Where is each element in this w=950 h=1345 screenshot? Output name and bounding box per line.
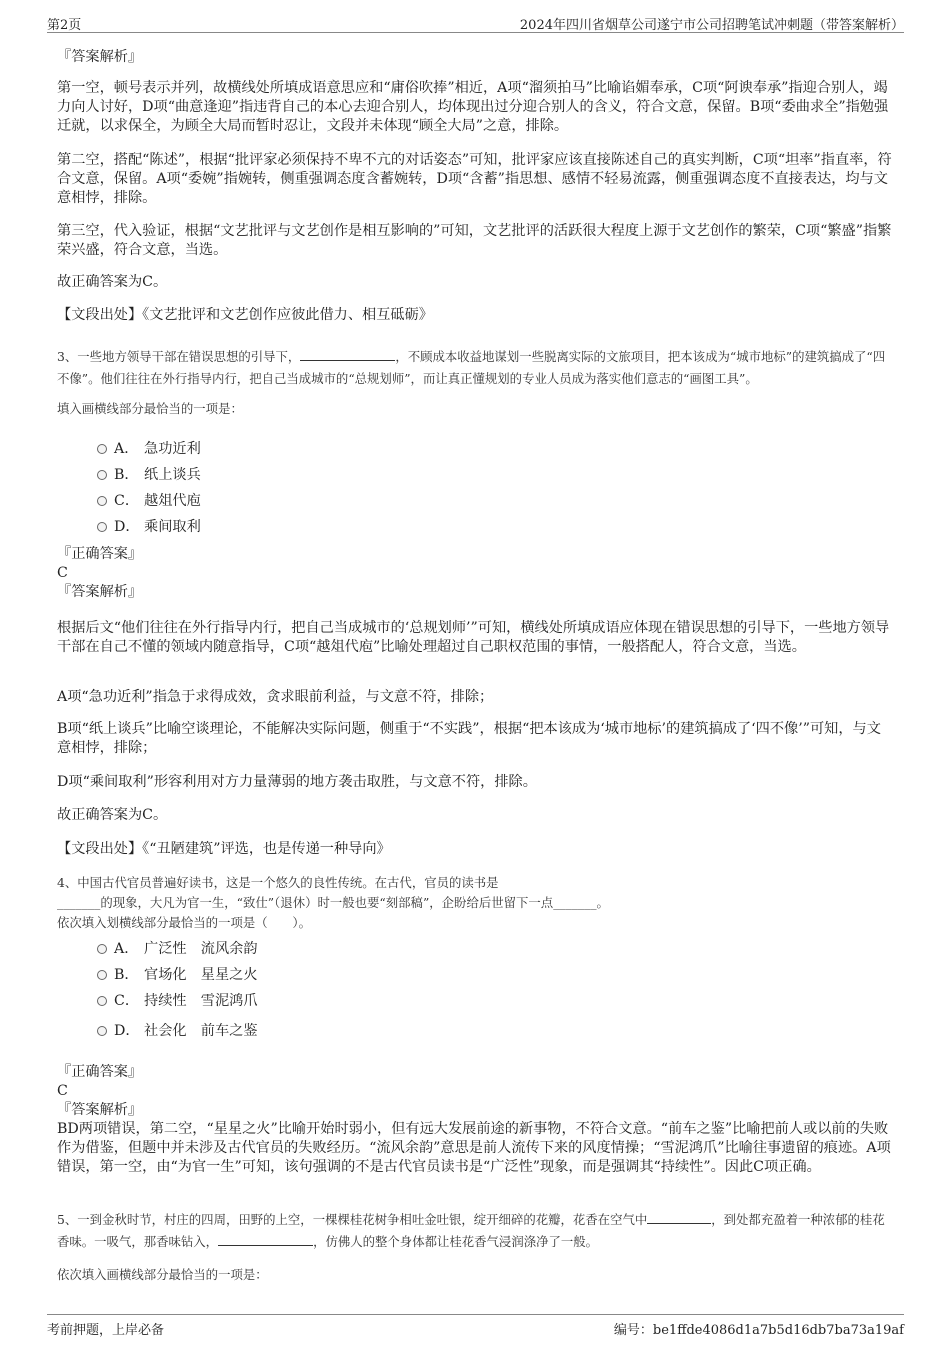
q4-option-c[interactable]: C． 持续性 雪泥鸿爪 xyxy=(97,990,258,1010)
radio-icon[interactable] xyxy=(97,944,107,954)
q4-prompt: 依次填入划横线部分最恰当的一项是（ ）。 xyxy=(57,915,312,930)
q4-analysis-tag: 『答案解析』 xyxy=(57,1102,143,1118)
footer-slogan: 考前押题，上岸必备 xyxy=(47,1323,165,1338)
page-number: 第2页 xyxy=(47,18,82,33)
radio-icon[interactable] xyxy=(97,522,107,532)
document-title: 2024年四川省烟草公司遂宁市公司招聘笔试冲刺题（带答案解析） xyxy=(519,18,904,33)
document-id: 编号：be1ffde4086d1a7b5d16db7ba73a19af xyxy=(613,1323,904,1338)
q5-blank-1 xyxy=(647,1210,711,1224)
q3-option-c[interactable]: C． 越俎代庖 xyxy=(97,490,201,510)
radio-icon[interactable] xyxy=(97,1026,107,1036)
radio-icon[interactable] xyxy=(97,470,107,480)
q2-conclusion: 故正确答案为C。 xyxy=(57,274,168,290)
q4-answer: C xyxy=(57,1083,68,1099)
q3-answer-block xyxy=(57,545,892,602)
q4-answer-block xyxy=(57,1063,892,1177)
q3-analysis-para1: 根据后文“他们往往在外行指导内行，把自己当成城市的‘总规划师’”可知，横线处所填成语应体现在错误思想的引导下，一些地方领导干部在自己不懂的领域内随意指导，C项“越俎代庖”比喻处理超过自己职权范围的事情，一般搭配人，符合文意，当选。 xyxy=(57,620,890,655)
q5-prompt: 依次填入画横线部分最恰当的一项是： xyxy=(57,1267,268,1282)
q4-option-b[interactable]: B． 官场化 星星之火 xyxy=(97,964,258,984)
q3-analysis-para2: A项“急功近利”指急于求得成效，贪求眼前利益，与文意不符，排除； xyxy=(57,689,494,705)
q3-option-a[interactable]: A． 急功近利 xyxy=(97,438,201,458)
q4-option-a[interactable]: A． 广泛性 流风余韵 xyxy=(97,938,258,958)
q3-stem: 3、一些地方领导干部在错误思想的引导下， ，不顾成本收益地谋划一些脱离实际的文旅项目，把本该成为“城市地标”的建筑搞成了“四不像”。他们往往在外行指导内行，把自己当成城市的“总规划师”，而让真正懂规划的专业人员成为落实他们意志的“画图工具”。 xyxy=(57,349,886,386)
q3-source: 【文段出处】《“丑陋建筑”评选，也是传递一种导向》 xyxy=(57,841,391,857)
radio-icon[interactable] xyxy=(97,444,107,454)
q4-analysis: BD两项错误，第二空，“星星之火”比喻开始时弱小，但有远大发展前途的新事物，不符合文意。“前车之鉴”比喻把前人或以前的失败作为借鉴，但题中并未涉及古代官员的失败经历。“流风余韵”意思是前人流传下来的风度情操；“雪泥鸿爪”比喻往事遗留的痕迹。A项错误，第一空，由“为官一生”可知，该句强调的不是古代官员读书是“广泛性”现象，而是强调其“持续性”。因此C项正确。 xyxy=(57,1121,891,1175)
q2-analysis-para3: 第三空，代入验证，根据“文艺批评与文艺创作是相互影响的”可知，文艺批评的活跃很大程度上源于文艺创作的繁荣，C项“繁盛”指繁荣兴盛，符合文意，当选。 xyxy=(57,223,892,258)
q4-option-d[interactable]: D． 社会化 前车之鉴 xyxy=(97,1020,258,1040)
q2-analysis-tag-block xyxy=(57,48,892,67)
q3-analysis-tag: 『答案解析』 xyxy=(57,584,143,600)
q2-analysis-tag: 『答案解析』 xyxy=(57,49,143,65)
q4-answer-tag: 『正确答案』 xyxy=(57,1064,143,1080)
q3-analysis-para3: B项“纸上谈兵”比喻空谈理论，不能解决实际问题，侧重于“不实践”，根据“把本该成为‘城市地标’的建筑搞成了‘四不像’”可知，与文意相悖，排除； xyxy=(57,721,881,756)
radio-icon[interactable] xyxy=(97,496,107,506)
radio-icon[interactable] xyxy=(97,996,107,1006)
q3-prompt: 填入画横线部分最恰当的一项是： xyxy=(57,401,243,416)
q3-option-b[interactable]: B． 纸上谈兵 xyxy=(97,464,201,484)
q3-blank xyxy=(300,347,395,361)
q5-stem: 5、一到金秋时节，村庄的四周，田野的上空，一棵棵桂花树争相吐金吐银，绽开细碎的花瓣，花香在空气中 ，到处都充盈着一种浓郁的桂花香味。一吸气，那香味钻入， ，仿佛人的整个身体都让桂花香气浸润涤净了一般。 xyxy=(57,1212,885,1249)
page-header xyxy=(47,12,904,33)
page-footer xyxy=(47,1314,904,1339)
radio-icon[interactable] xyxy=(97,970,107,980)
q3-answer: C xyxy=(57,565,68,581)
q5-blank-2 xyxy=(218,1232,313,1246)
q3-conclusion: 故正确答案为C。 xyxy=(57,807,168,823)
q2-analysis-para1: 第一空，顿号表示并列，故横线处所填成语意思应和“庸俗吹捧”相近，A项“溜须拍马”比喻谄媚奉承，C项“阿谀奉承”指迎合别人，竭力向人讨好，D项“曲意逢迎”指违背自己的本心去迎合别人，均体现出过分迎合别人的含义，符合文意，保留。B项“委曲求全”指勉强迁就，以求保全，为顾全大局而暂时忍让，文段并未体现“顾全大局”之意，排除。 xyxy=(57,80,889,134)
q4-stem: 4、中国古代官员普遍好读书，这是一个悠久的良性传统。在古代，官员的读书是 _______的现象，大凡为官一生，“致仕”（退休）时一般也要“刻部稿”，企盼给后世留下一点_______。 依次填入划横线部分最恰当的一项是（ ）。 xyxy=(57,873,892,933)
q2-analysis-para2: 第二空，搭配“陈述”，根据“批评家必须保持不卑不亢的对话姿态”可知，批评家应该直接陈述自己的真实判断，C项“坦率”指直率，符合文意，保留。A项“委婉”指婉转，侧重强调态度含蓄婉转，D项“含蓄”指思想、感情不轻易流露，侧重强调态度不直接表达，均与文意相悖，排除。 xyxy=(57,152,892,206)
q2-source: 【文段出处】《文艺批评和文艺创作应彼此借力、相互砥砺》 xyxy=(57,307,433,323)
q3-answer-tag: 『正确答案』 xyxy=(57,546,143,562)
q3-option-d[interactable]: D． 乘间取利 xyxy=(97,516,201,536)
q3-analysis-para4: D项“乘间取利”形容利用对方力量薄弱的地方袭击取胜，与文意不符，排除。 xyxy=(57,774,537,790)
